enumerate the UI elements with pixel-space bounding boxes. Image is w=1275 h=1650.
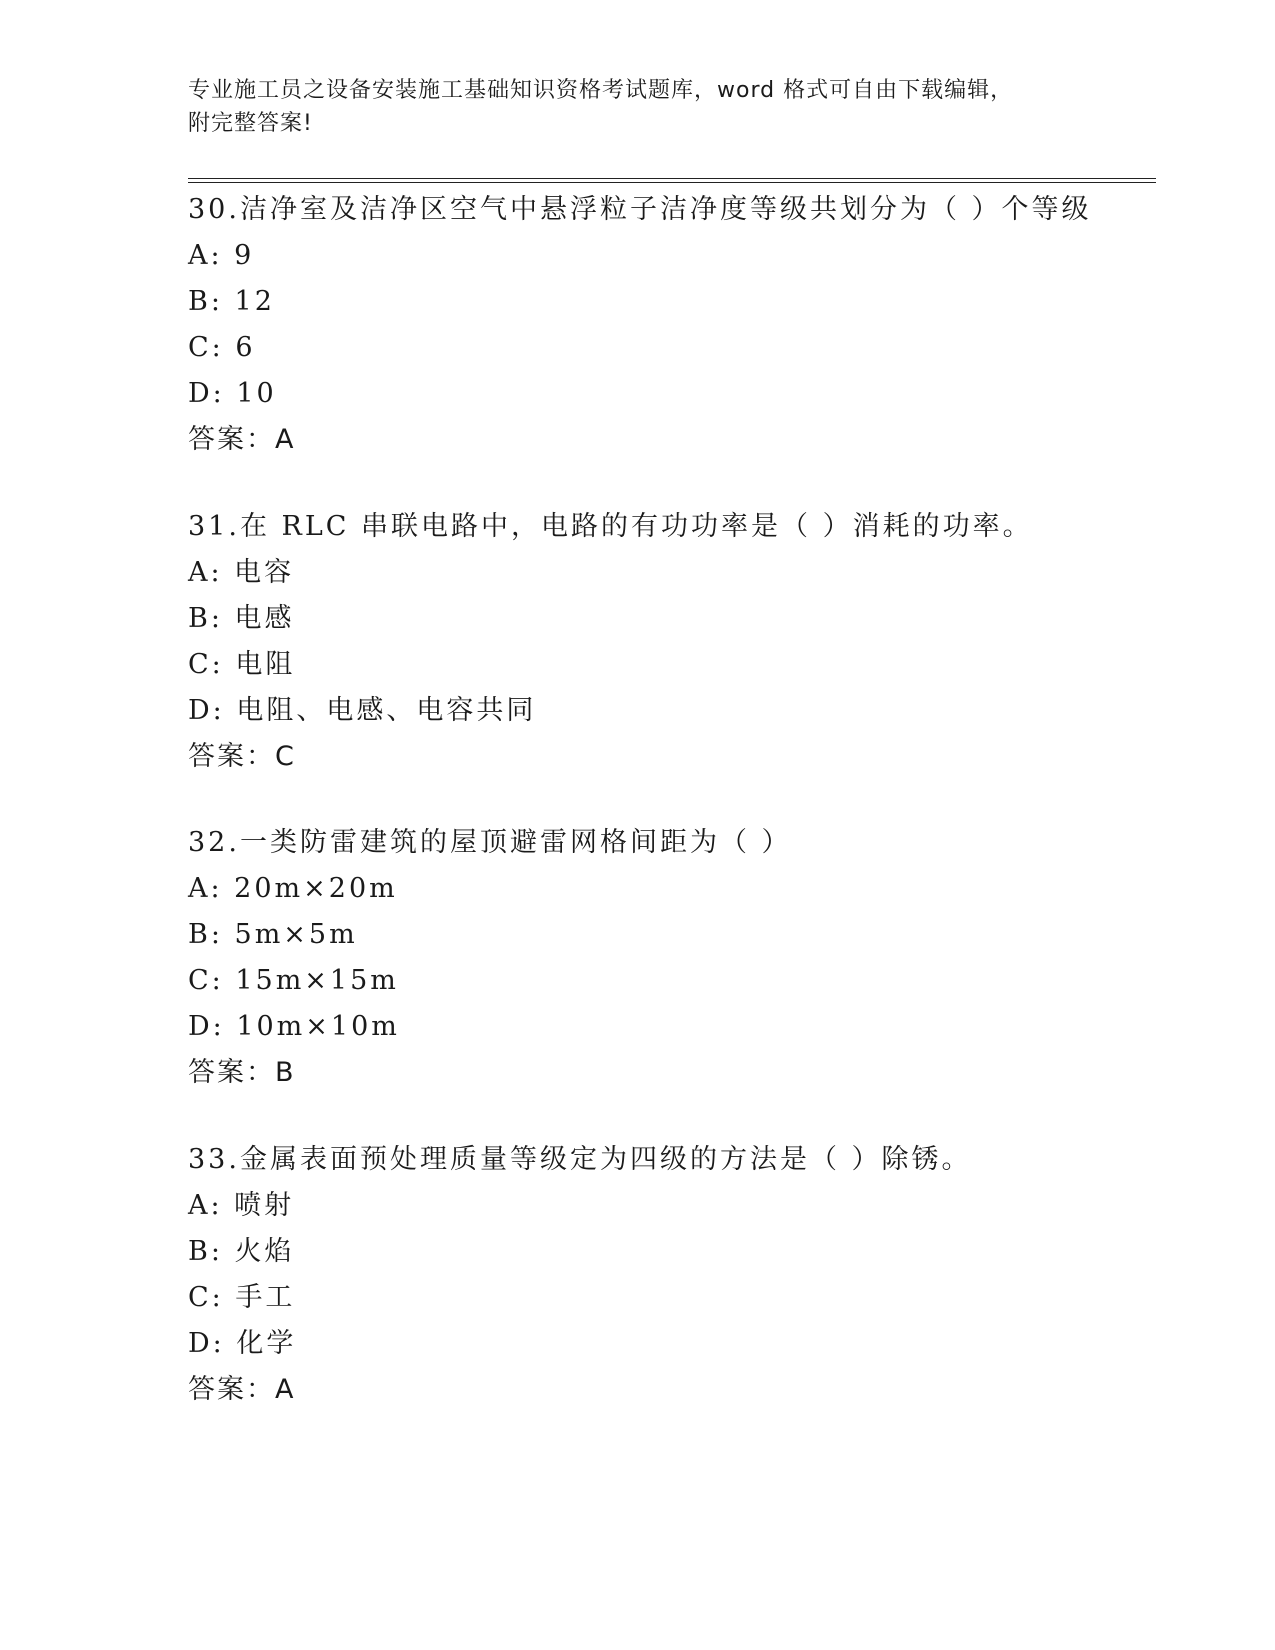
option-c: C: 6 [188, 332, 256, 363]
question-text: 30.洁净室及洁净区空气中悬浮粒子洁净度等级共划分为（ ）个等级 [188, 194, 1092, 225]
question-31 [188, 504, 1188, 780]
header-divider [188, 178, 1156, 183]
option-d: D: 10m×10m [188, 1011, 400, 1042]
question-33 [188, 1137, 1188, 1413]
option-b: B: 电感 [188, 603, 295, 634]
header-line-1: 专业施工员之设备安装施工基础知识资格考试题库，word 格式可自由下载编辑， [188, 78, 1014, 103]
question-text: 32.一类防雷建筑的屋顶避雷网格间距为（ ） [188, 827, 792, 858]
option-d: D: 10 [188, 378, 277, 409]
answer-line: 答案：C [188, 741, 296, 772]
option-a: A: 9 [188, 240, 255, 271]
answer-line: 答案：A [188, 1374, 296, 1405]
header-line-2: 附完整答案! [188, 111, 313, 136]
question-text: 31.在 RLC 串联电路中，电路的有功功率是（ ）消耗的功率。 [188, 511, 1033, 542]
question-text: 33.金属表面预处理质量等级定为四级的方法是（ ）除锈。 [188, 1144, 972, 1175]
option-c: C: 电阻 [188, 649, 296, 680]
option-c: C: 手工 [188, 1282, 296, 1313]
document-header [188, 74, 1088, 140]
question-32 [188, 820, 1188, 1096]
option-b: B: 5m×5m [188, 919, 358, 950]
answer-line: 答案：A [188, 424, 296, 455]
question-30 [188, 187, 1188, 463]
option-c: C: 15m×15m [188, 965, 399, 996]
answer-line: 答案：B [188, 1057, 296, 1088]
option-a: A: 20m×20m [188, 873, 398, 904]
option-b: B: 12 [188, 286, 275, 317]
option-a: A: 电容 [188, 557, 295, 588]
option-d: D: 电阻、电感、电容共同 [188, 695, 537, 726]
option-a: A: 喷射 [188, 1190, 295, 1221]
option-b: B: 火焰 [188, 1236, 295, 1267]
option-d: D: 化学 [188, 1328, 297, 1359]
